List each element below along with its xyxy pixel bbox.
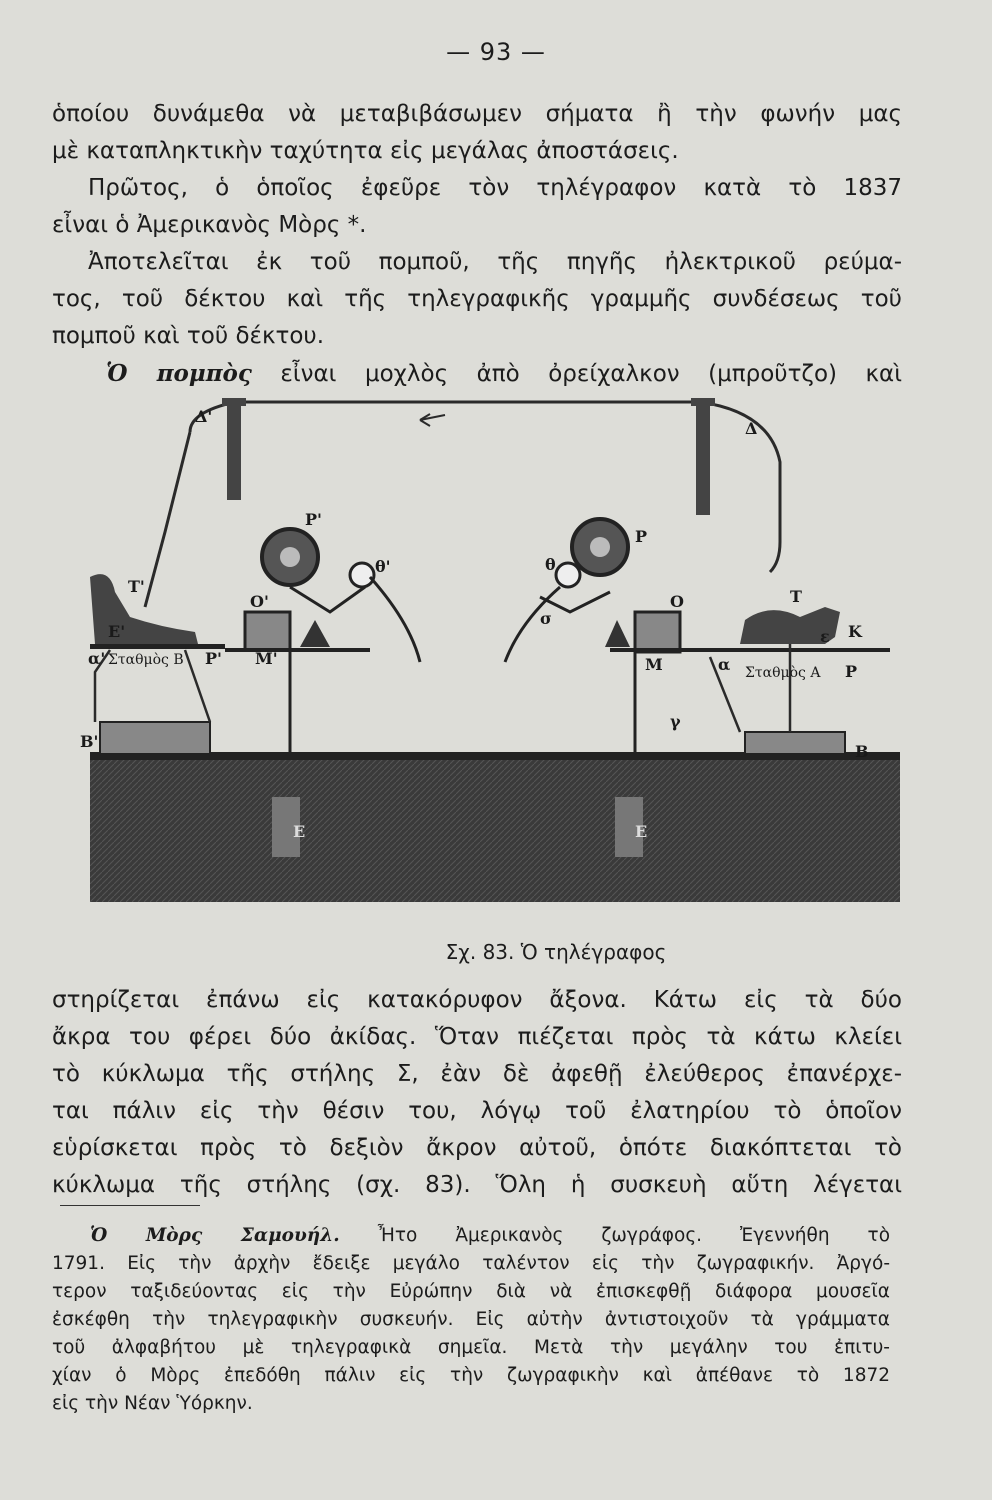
label-e-prime: Ε' xyxy=(108,622,126,641)
label-alpha-prime: α' xyxy=(88,649,106,668)
poles xyxy=(222,398,715,515)
receiver-left xyxy=(225,529,420,754)
text-line: Πρῶτος, ὁ ὁποῖος ἐφεῦρε τὸν τηλέγραφον κατὰ τὸ 1837 xyxy=(88,175,902,201)
text-line: εὑρίσκεται πρὸς τὸ δεξιὸν ἄκρον αὐτοῦ, ὁπότε διακόπτεται τὸ xyxy=(52,1135,902,1161)
footnote-divider xyxy=(60,1205,200,1206)
footnote-term: Ὁ Μὸρς Σαμουήλ. xyxy=(90,1225,340,1246)
footnote-text: Ἦτο Ἀμερικανὸς ζωγράφος. Ἐγεννήθη τὸ xyxy=(377,1225,891,1246)
figure-caption: Σχ. 83. Ὁ τηλέγραφος xyxy=(445,940,667,964)
label-delta: Δ xyxy=(745,419,758,438)
footnote-line: εἰς τὴν Νέαν Ὑόρκην. xyxy=(52,1393,253,1414)
text-line: μὲ καταπληκτικὴν ταχύτητα εἰς μεγάλας ἀποστάσεις. xyxy=(52,138,679,164)
label-earth-left: Ε xyxy=(293,822,306,841)
label-m-prime: Μ' xyxy=(255,649,278,668)
text-line: πομποῦ καὶ τοῦ δέκτου. xyxy=(52,323,325,349)
page-number: — 93 — xyxy=(446,38,546,66)
label-delta-prime: Δ' xyxy=(195,407,213,426)
footnote-line: τερον ταξιδεύοντας εἰς τὴν Εὐρώπην διὰ νὰ ἐπισκεφθῇ διάφορα μουσεῖα xyxy=(52,1281,890,1302)
label-theta-prime: θ' xyxy=(375,557,391,576)
pompos-text: εἶναι μοχλὸς ἀπὸ ὀρείχαλκον (μπροῦτζο) καὶ xyxy=(280,361,902,387)
footnote-line xyxy=(52,1222,890,1250)
label-b-prime: Β' xyxy=(80,732,99,751)
text-line: ἄκρα του φέρει δύο ἀκίδας. Ὅταν πιέζεται πρὸς τὰ κάτω κλείει xyxy=(52,1024,902,1050)
top-paragraph xyxy=(52,96,902,393)
text-line: εἶναι ὁ Ἀμερικανὸς Μὸρς *. xyxy=(52,212,367,238)
earth-ground xyxy=(90,752,900,902)
label-theta: θ xyxy=(545,555,556,574)
label-station-b: Σταθμὸς Β xyxy=(108,652,184,668)
text-line: ὁποίου δυνάμεθα νὰ μεταβιβάσωμεν σήματα ἢ τὴν φωνήν μας xyxy=(52,101,902,127)
label-rho-station: Ρ xyxy=(845,662,858,681)
text-line: τὸ κύκλωμα τῆς στήλης Σ, ἐὰν δὲ ἀφεθῇ ἐλεύθερος ἐπανέρχε- xyxy=(52,1061,902,1087)
label-rho-prime: Ρ' xyxy=(305,510,322,529)
label-rho-station-prime: Ρ' xyxy=(205,649,222,668)
batteries xyxy=(100,722,845,754)
connection-wires xyxy=(95,644,790,732)
label-o: Ο xyxy=(670,592,684,611)
text-line-pompos xyxy=(52,355,902,393)
footnote xyxy=(52,1222,890,1418)
label-b: Β xyxy=(855,742,869,761)
text-line: κύκλωμα τῆς στήλης (σχ. 83). Ὅλη ἡ συσκευὴ αὕτη λέγεται xyxy=(52,1172,902,1198)
text-line: ται πάλιν εἰς τὴν θέσιν του, λόγῳ τοῦ ἐλατηρίου τὸ ὁποῖον xyxy=(52,1098,902,1124)
label-earth-right: Ε xyxy=(635,822,648,841)
label-t-prime: Τ' xyxy=(128,577,145,596)
label-t: Τ xyxy=(790,587,802,606)
label-alpha: α xyxy=(718,655,731,674)
label-rho: Ρ xyxy=(635,527,648,546)
text-line: στηρίζεται ἐπάνω εἰς κατακόρυφον ἄξονα. Κάτω εἰς τὰ δύο xyxy=(52,987,902,1013)
footnote-line: ἐσκέφθη τὴν τηλεγραφικὴν συσκευήν. Εἰς αὐτὴν ἀντιστοιχοῦν τὰ γράμματα xyxy=(52,1309,890,1330)
label-station-a: Σταθμὸς Α xyxy=(745,665,821,681)
label-k: Κ xyxy=(848,622,862,641)
pompos-term: Ὁ πομπὸς xyxy=(106,360,252,387)
text-line: τος, τοῦ δέκτου καὶ τῆς τηλεγραφικῆς γραμμῆς συνδέσεως τοῦ xyxy=(52,286,902,312)
text-line: Ἀποτελεῖται ἐκ τοῦ πομποῦ, τῆς πηγῆς ἠλεκτρικοῦ ρεύμα- xyxy=(88,249,902,275)
footnote-line: χίαν ὁ Μὸρς ἐπεδόθη πάλιν εἰς τὴν ζωγραφικὴν καὶ ἀπέθανε τὸ 1872 xyxy=(52,1365,890,1386)
label-sigma: σ xyxy=(540,609,552,628)
footnote-line: 1791. Εἰς τὴν ἀρχὴν ἔδειξε μεγάλο ταλέντον εἰς τὴν ζωγραφικήν. Ἀργό- xyxy=(52,1253,890,1274)
label-gamma: γ xyxy=(670,712,681,731)
bottom-paragraph xyxy=(52,982,902,1204)
label-m: Μ xyxy=(645,655,663,674)
label-e-small: ε xyxy=(820,627,830,646)
label-o-prime: Ο' xyxy=(250,592,269,611)
telegraph-figure xyxy=(80,392,900,902)
footnote-line: τοῦ ἀλφαβήτου μὲ τηλεγραφικὰ σημεῖα. Μετὰ τὴν μεγάλην του ἐπιτυ- xyxy=(52,1337,890,1358)
